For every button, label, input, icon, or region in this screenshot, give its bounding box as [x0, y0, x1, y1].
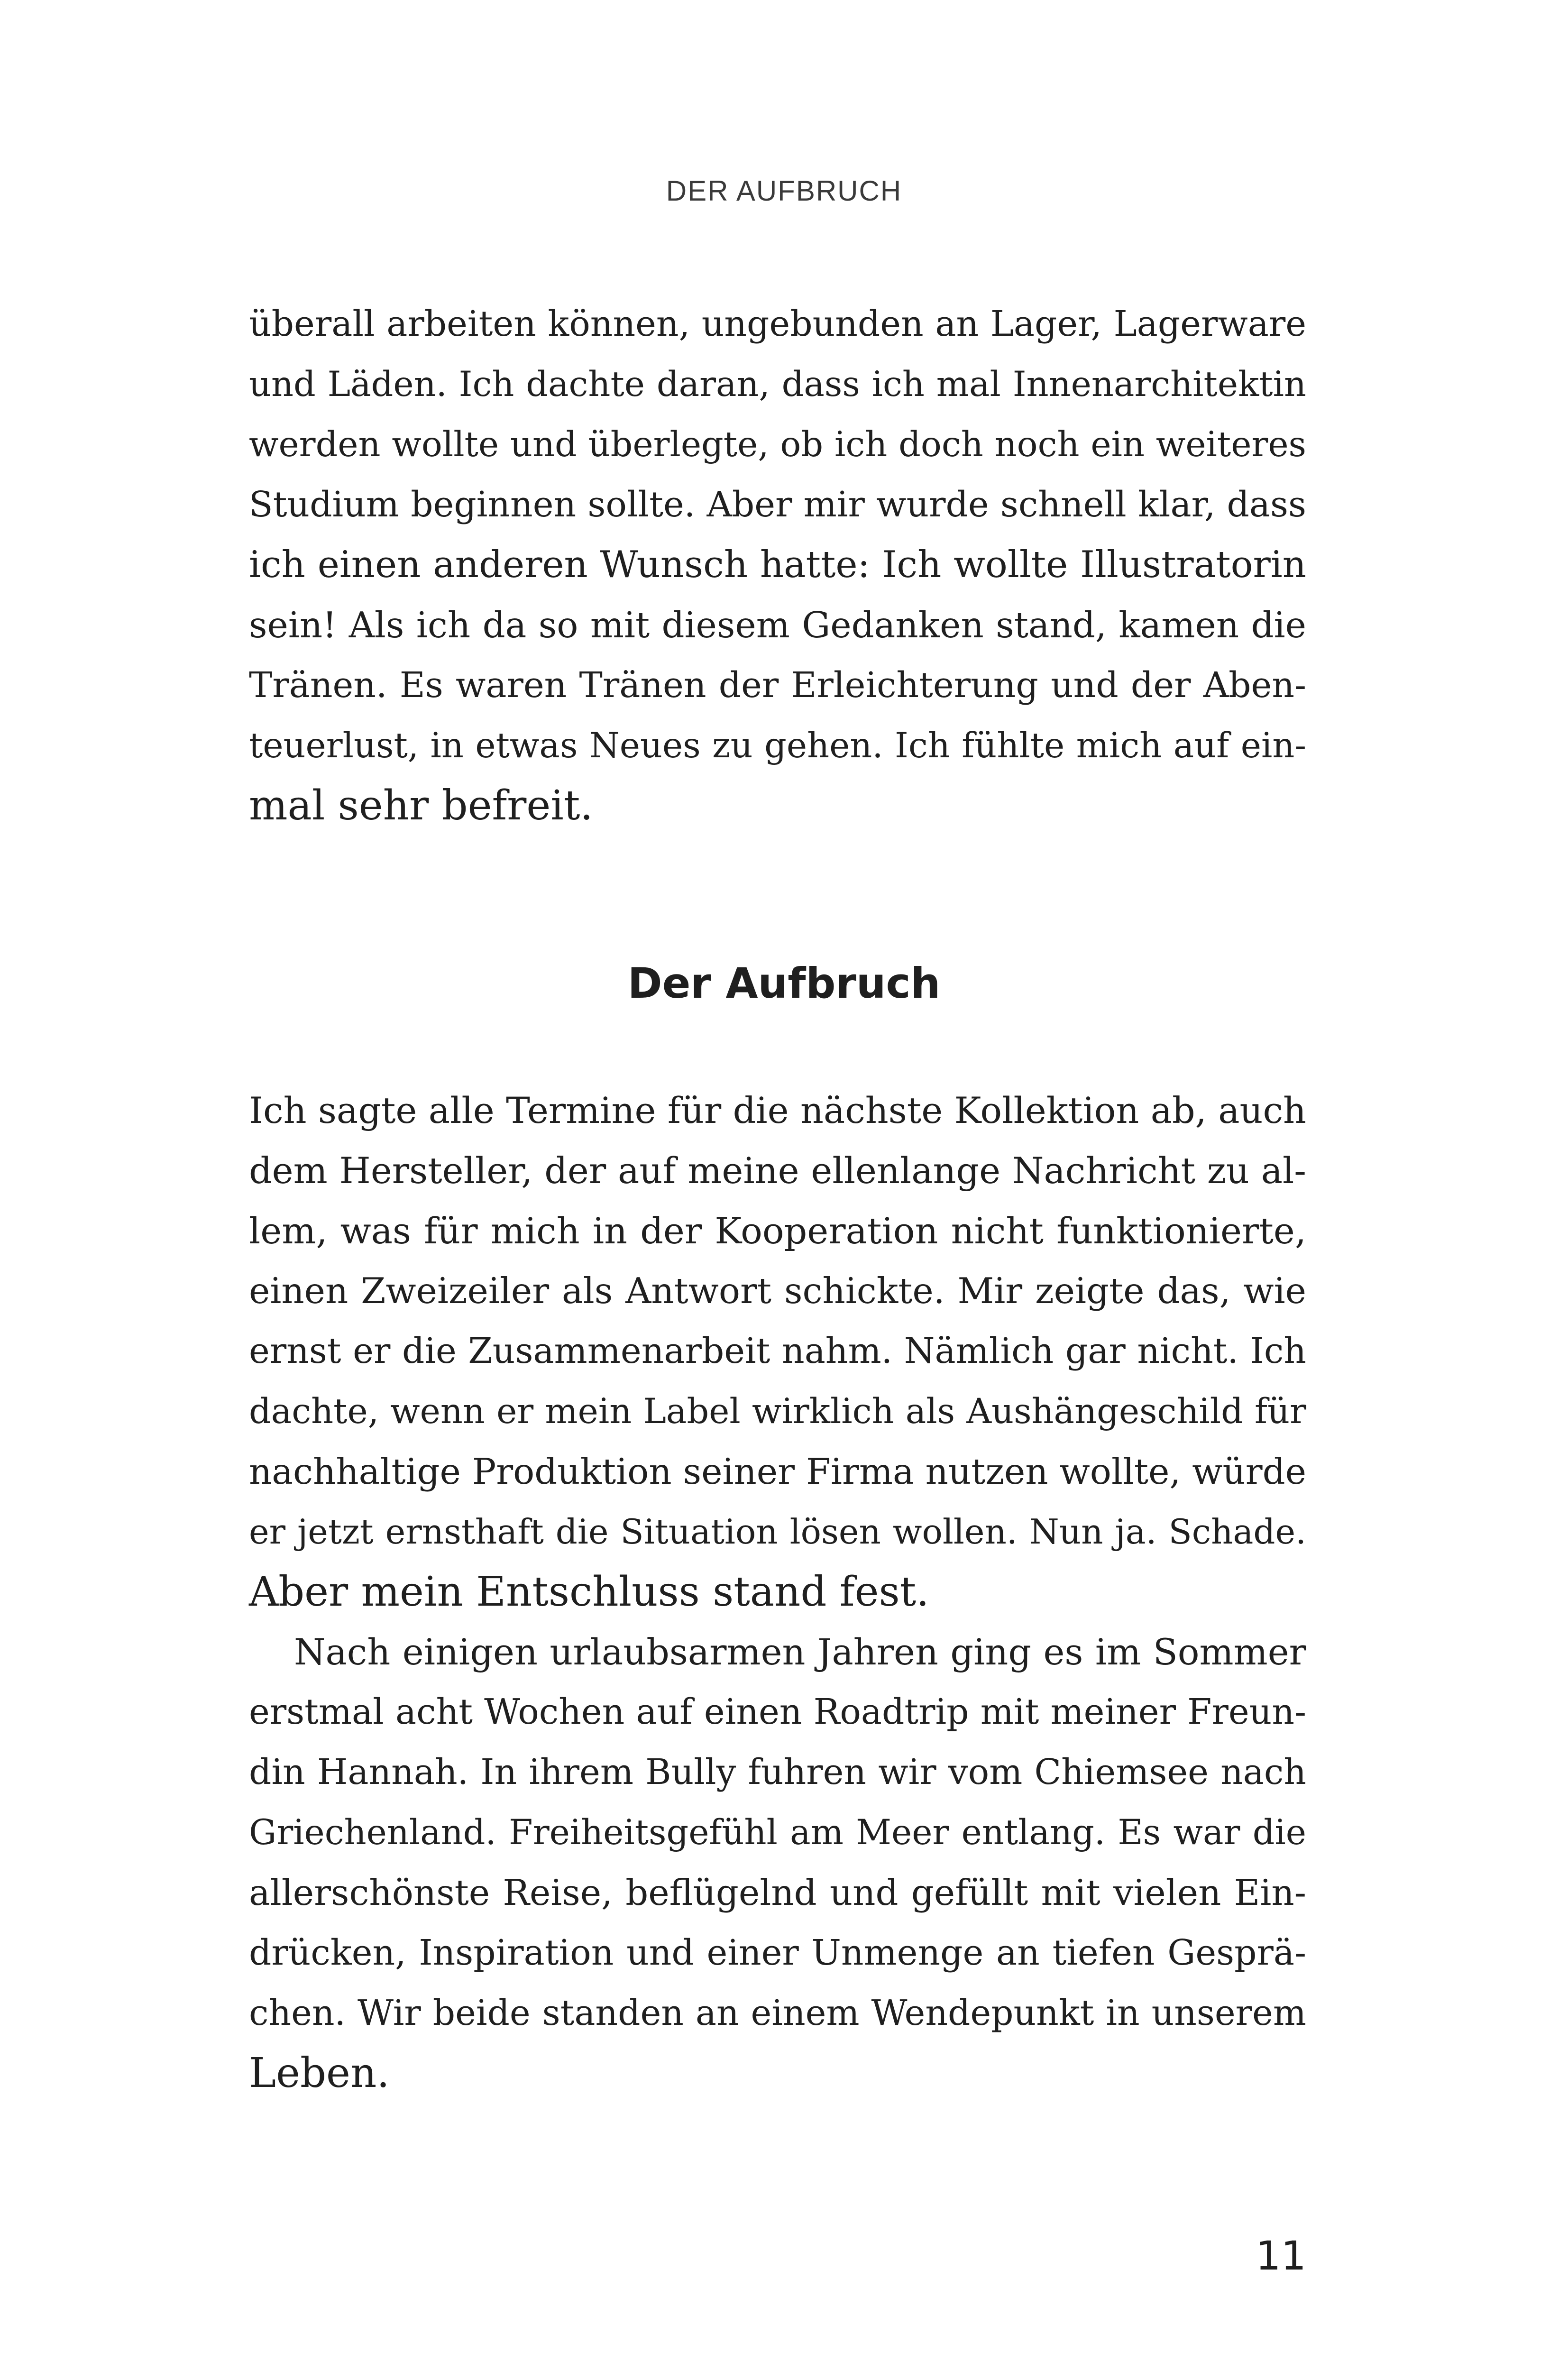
paragraph-3 [249, 1622, 1306, 2104]
section-heading: Der Aufbruch [627, 959, 941, 1008]
text-line: din Hannah. In ihrem Bully fuhren wir vom Chiemsee nach [249, 1752, 1306, 1792]
text-line: werden wollte und überlegte, ob ich doch noch ein weiteres [249, 424, 1306, 465]
text-line: dem Hersteller, der auf meine ellenlange Nachricht zu al- [249, 1149, 1306, 1192]
text-line: ich einen anderen Wunsch hatte: Ich wollte Illustratorin [249, 543, 1306, 586]
page-number: 11 [1256, 2233, 1306, 2279]
text-line: Studium beginnen sollte. Aber mir wurde schnell klar, dass [249, 484, 1306, 525]
paragraph-2 [249, 1080, 1306, 1622]
text-line: mal sehr befreit. [249, 782, 593, 829]
text-line: dachte, wenn er mein Label wirklich als Aushängeschild für [249, 1391, 1306, 1432]
text-line: einen Zweizeiler als Antwort schickte. Mir zeigte das, wie [249, 1270, 1306, 1312]
text-line: teuerlust, in etwas Neues zu gehen. Ich fühlte mich auf ein- [249, 726, 1306, 766]
text-line: sein! Als ich da so mit diesem Gedanken stand, kamen die [249, 604, 1306, 646]
text-line: nachhaltige Produktion seiner Firma nutzen wollte, würde [249, 1451, 1306, 1492]
text-line: erstmal acht Wochen auf einen Roadtrip mit meiner Freun- [249, 1691, 1306, 1732]
running-head: DER AUFBRUCH [666, 175, 902, 207]
text-line: chen. Wir beide standen an einem Wendepunkt in unserem [249, 1993, 1306, 2033]
text-line: lem, was für mich in der Kooperation nicht funktionierte, [249, 1210, 1306, 1252]
text-line: und Läden. Ich dachte daran, dass ich mal Innenarchitektin [249, 364, 1306, 404]
text-line: Griechenland. Freiheitsgefühl am Meer entlang. Es war die [249, 1812, 1306, 1853]
text-line: allerschönste Reise, beflügelnd und gefüllt mit vielen Ein- [249, 1872, 1306, 1913]
paragraph-1 [249, 294, 1306, 836]
text-line: überall arbeiten können, ungebunden an Lager, Lagerware [249, 303, 1306, 344]
text-line: Aber mein Entschluss stand fest. [249, 1568, 929, 1616]
text-line: Ich sagte alle Termine für die nächste Kollektion ab, auch [249, 1089, 1306, 1131]
text-line: er jetzt ernsthaft die Situation lösen wollen. Nun ja. Schade. [249, 1512, 1306, 1552]
text-line: Tränen. Es waren Tränen der Erleichterung und der Aben- [249, 665, 1306, 706]
text-line: drücken, Inspiration und einer Unmenge an tiefen Gesprä- [249, 1932, 1306, 1973]
text-line: ernst er die Zusammenarbeit nahm. Nämlich gar nicht. Ich [249, 1331, 1306, 1371]
text-line: Nach einigen urlaubsarmen Jahren ging es im Sommer [294, 1631, 1306, 1673]
text-line: Leben. [249, 2049, 390, 2097]
